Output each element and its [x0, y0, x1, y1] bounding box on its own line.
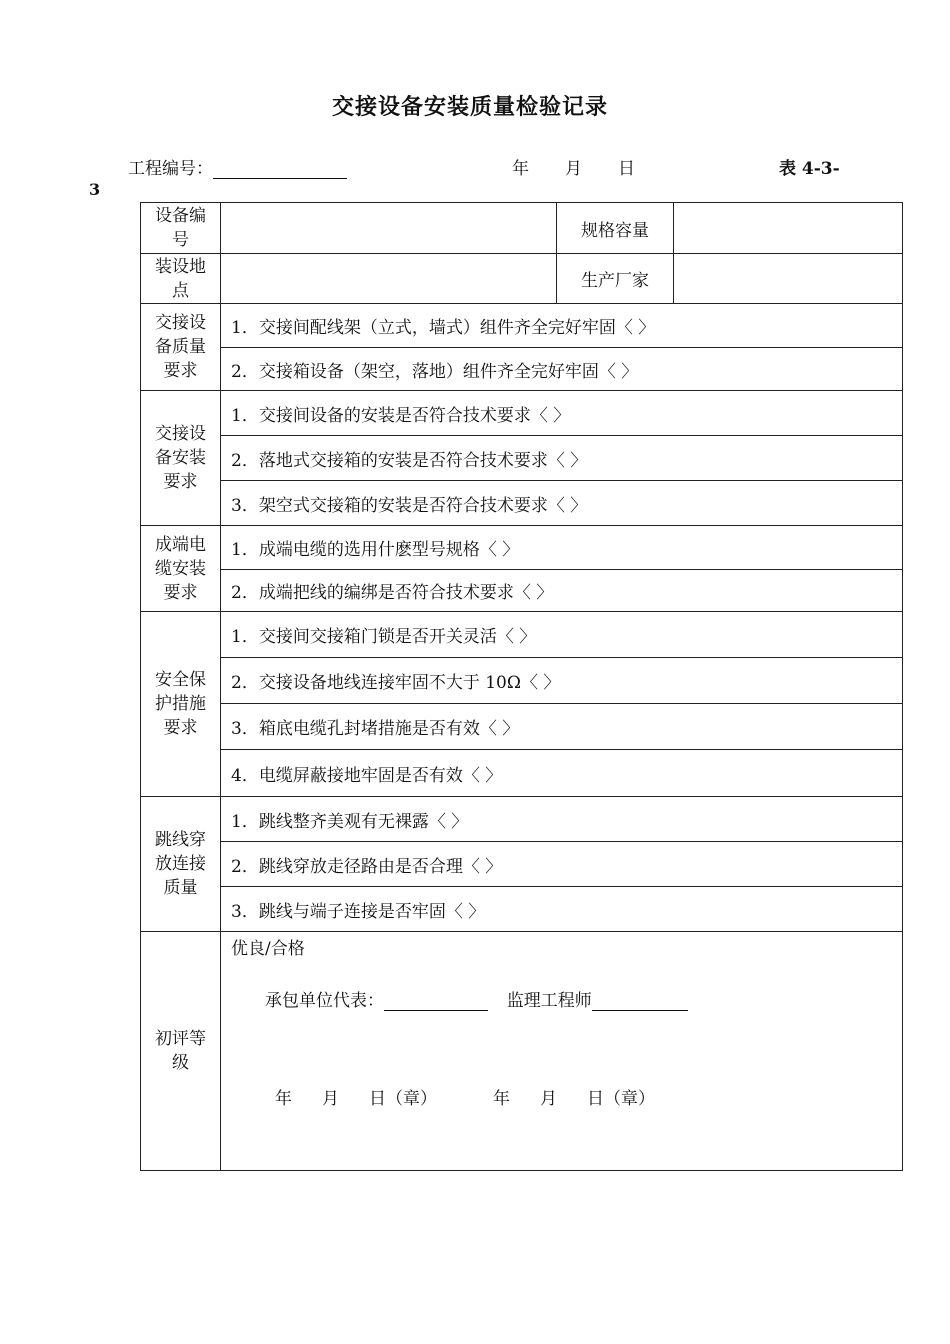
table-row — [141, 481, 903, 526]
table-row — [141, 304, 903, 348]
section-label: 交接设备安装要求 — [141, 391, 221, 526]
table-row — [141, 203, 903, 254]
device-no-field[interactable] — [221, 203, 557, 254]
contractor-label: 承包单位代表： — [265, 991, 384, 1011]
date-month: 月 — [322, 1089, 339, 1109]
check-item[interactable]: 2．落地式交接箱的安装是否符合技术要求〈 〉 — [221, 436, 903, 481]
page-title: 交接设备安装质量检验记录 — [331, 94, 608, 120]
check-item[interactable]: 3．跳线与端子连接是否牢固〈 〉 — [221, 887, 903, 932]
device-no-label: 设备编号 — [141, 203, 221, 254]
spec-label: 规格容量 — [557, 203, 674, 254]
rating-quality: 优良/合格 — [231, 939, 305, 959]
project-number-blank[interactable] — [213, 160, 347, 179]
supervisor-label: 监理工程师 — [506, 991, 592, 1011]
check-item[interactable]: 3．箱底电缆孔封堵措施是否有效〈 〉 — [221, 704, 903, 750]
check-item[interactable]: 3．架空式交接箱的安装是否符合技术要求〈 〉 — [221, 481, 903, 526]
check-item[interactable]: 2．成端把线的编绑是否符合技术要求〈 〉 — [221, 570, 903, 612]
date-month: 月 — [540, 1089, 557, 1109]
table-row — [141, 612, 903, 658]
table-row — [141, 526, 903, 570]
table-row — [141, 348, 903, 391]
table-row — [141, 887, 903, 932]
table-number: 表 4-3- — [779, 159, 840, 179]
check-item[interactable]: 1．跳线整齐美观有无裸露〈 〉 — [221, 797, 903, 842]
maker-label: 生产厂家 — [557, 254, 674, 304]
location-label: 装设地点 — [141, 254, 221, 304]
rating-cell[interactable] — [221, 932, 903, 1171]
table-row — [141, 704, 903, 750]
inspection-table — [140, 202, 903, 1171]
location-field[interactable] — [221, 254, 557, 304]
check-item[interactable]: 2．跳线穿放走径路由是否合理〈 〉 — [221, 842, 903, 887]
date-month: 月 — [565, 159, 582, 179]
section-label: 安全保护措施要求 — [141, 612, 221, 797]
table-row — [141, 797, 903, 842]
table-row — [141, 391, 903, 436]
contractor-blank[interactable] — [384, 992, 488, 1011]
table-row — [141, 932, 903, 1171]
signature-line — [265, 986, 688, 1011]
date-year: 年 — [275, 1089, 292, 1109]
check-item[interactable]: 1．成端电缆的选用什麽型号规格〈 〉 — [221, 526, 903, 570]
table-row — [141, 842, 903, 887]
check-item[interactable]: 4．电缆屏蔽接地牢固是否有效〈 〉 — [221, 750, 903, 797]
maker-field[interactable] — [674, 254, 903, 304]
date-day: 日（章） — [587, 1089, 655, 1109]
section-label: 跳线穿放连接质量 — [141, 797, 221, 932]
date-day: 日（章） — [369, 1089, 437, 1109]
check-item[interactable]: 1．交接间设备的安装是否符合技术要求〈 〉 — [221, 391, 903, 436]
header-date — [512, 154, 671, 179]
date-year: 年 — [512, 159, 529, 179]
check-item[interactable]: 2．交接设备地线连接牢固不大于 10Ω〈 〉 — [221, 658, 903, 704]
project-number-label: 工程编号： — [128, 159, 213, 179]
date-day: 日 — [618, 159, 635, 179]
section-label: 成端电缆安装要求 — [141, 526, 221, 612]
spec-field[interactable] — [674, 203, 903, 254]
check-item[interactable]: 2．交接箱设备（架空，落地）组件齐全完好牢固〈 〉 — [221, 348, 903, 391]
project-number — [128, 154, 347, 179]
table-row — [141, 570, 903, 612]
table-row — [141, 254, 903, 304]
table-row — [141, 750, 903, 797]
supervisor-blank[interactable] — [592, 992, 688, 1011]
signature-dates — [275, 1084, 655, 1109]
date-year: 年 — [493, 1089, 510, 1109]
table-number-suffix: 3 — [89, 180, 101, 199]
check-item[interactable]: 1．交接间配线架（立式，墙式）组件齐全完好牢固〈 〉 — [221, 304, 903, 348]
check-item[interactable]: 1．交接间交接箱门锁是否开关灵活〈 〉 — [221, 612, 903, 658]
rating-label: 初评等级 — [141, 932, 221, 1171]
section-label: 交接设备质量要求 — [141, 304, 221, 391]
table-row — [141, 436, 903, 481]
table-row — [141, 658, 903, 704]
